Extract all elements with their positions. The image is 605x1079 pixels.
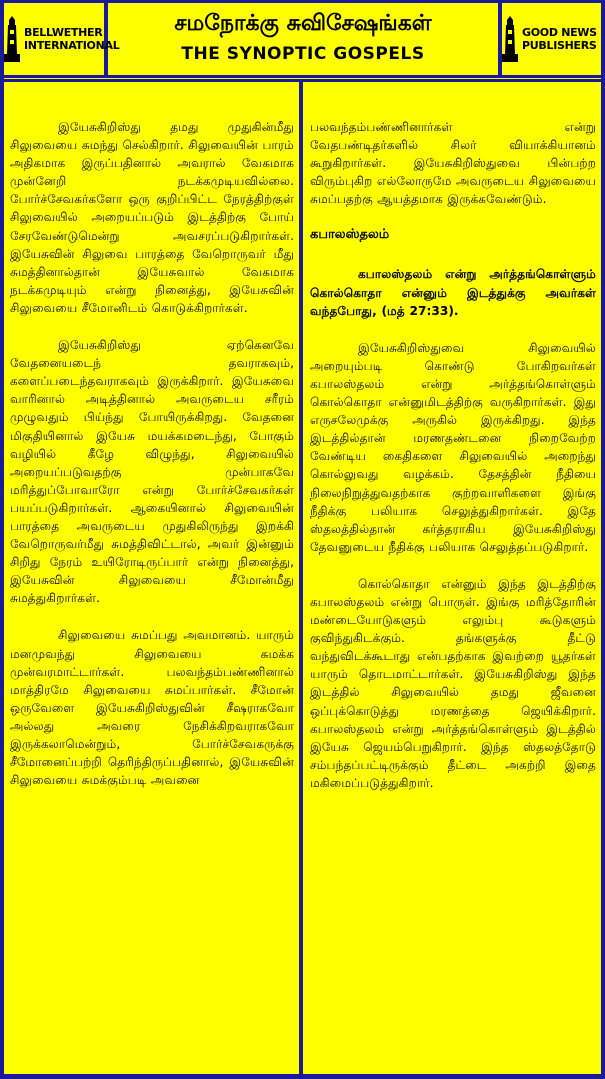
page-header [108,3,498,75]
page-title-tamil: சமநோக்கு சுவிசேஷங்கள் [174,11,432,36]
page-title-english: THE SYNOPTIC GOSPELS [181,44,425,64]
bellwether-logo [4,3,120,75]
paragraph: சிலுவையை சுமப்பது அவமானம். யாரும் மனமுவந்து சிலுவையை சுமக்க முன்வரமாட்டார்கள். பலவந்தம்பண்ணினால் மாத்திரமே சிலுவையை சுமப்பார்கள். சீமோன் ஒருவேளை இயேசுகிறிஸ்துவின் சீஷராகவோ அல்லது அவரை நேசிக்கிறவராகவோ இருக்கலாமென்றும், போர்ச்சேவகருக்கு சீமோனைப்பற்றி தெரிந்திருப்பதினால், இயேசுவின் சிலுவையை சுமக்கும்படி அவனை [10,628,294,788]
left-column [6,82,298,1073]
frame-left [0,0,4,1079]
paragraph: இயேசுகிறிஸ்துவை சிலுவையில் அறையும்படி கொண்டு போகிறவர்கள் கபாலஸ்தலம் என்று அர்த்தங்கொள்ளும் கொல்கொதா என்னுமிடத்திற்கு வருகிறார்கள். இது எருசலேமுக்கு அருகில் இருக்கிறது. இந்த இடத்தில்தான் மரணதண்டனை நிறைவேற்ற வேண்டிய கைதிகளை சிலுவையில் அறைந்து கொல்லுவது வழக்கம். தேசத்தின் நீதியை நிலைநிறுத்துவதற்காக குற்றவாளிகளை இங்கு நீதிக்கு பலியாக செலுத்துகிறார்கள். இதே ஸ்தலத்தில்தான் கர்த்தராகிய இயேசுகிறிஸ்து தேவனுடைய நீதிக்கு பலியாக செலுத்தப்படுகிறார். [310,340,596,554]
logo-line: BELLWETHER [24,26,103,39]
verse-text: கபாலஸ்தலம் என்று அர்த்தங்கொள்ளும் கொல்கொதா என்னும் இடத்துக்கு அவர்கள் வந்தபோது, [310,267,596,318]
logo-line: PUBLISHERS [522,39,597,52]
frame-column-divider [299,80,303,1079]
right-column [304,82,602,1073]
paragraph: கொல்கொதா என்னும் இந்த இடத்திற்கு கபாலஸ்தலம் என்று பொருள். இங்கு மரித்தோரின் மண்டையோடுகளும் எலும்பு கூடுகளும் குவிந்துகிடக்கும். தங்களுக்கு தீட்டு வந்துவிடக்கூடாது என்பதற்காக இவற்றை யூதர்கள் யாரும் தொடமாட்டார்கள். இயேசுகிறிஸ்து இந்த இடத்தில் சிலுவையில் தமது ஜீவனை ஒப்புக்கொடுத்து மரணத்தை ஜெயிக்கிறார். கபாலஸ்தலம் என்று அர்த்தங்கொள்ளும் இடத்தில் இயேசு ஜெயம்பெறுகிறார். இந்த ஸ்தலத்தோடு சம்பந்தப்பட்டிருக்கும் தீட்டை அகற்றி இதை மகிமைப்படுத்துகிறார். [310,576,596,790]
logo-line: INTERNATIONAL [24,39,120,52]
good-news-logo [502,3,602,75]
verse-reference: (மத் 27:33). [381,303,459,318]
scripture-verse [310,265,596,319]
tower-icon [502,16,518,62]
paragraph: இயேசுகிறிஸ்து தமது முதுகின்மீது சிலுவையை சுமந்து செல்கிறார். சிலுவையின் பாரம் அதிகமாக இருப்பதினால் அவரால் வேகமாக முன்னேறி நடக்கமுடியவில்லை. போர்ச்சேவகர்களோ ஒரு குறிப்பிட்ட நேரத்திற்குள் சிலுவையில் அறையப்படும் இடத்திற்கு போய் சேரவேண்டுமென்று அவசரப்படுகிறார்கள். இயேசுவின் சிலுவை பாரத்தை வேறொருவர் மீது சுமத்தினால்தான் இயேசுவால் வேகமாக நடக்கமுடியும் என்று நினைத்து, இயேசுவின் சிலுவையை சீமோனிடம் கொடுக்கிறார்கள். [10,120,294,315]
paragraph: இயேசுகிறிஸ்து ஏற்கெனவே வேதனையடைந் தவராகவும், களைப்படைந்தவராகவும் இருக்கிறார். இயேசுவை வாரினால் அடித்தினால் அவருடைய சரீரம் முழுவதும் பிய்ந்து போயிருக்கிறது. வேதனை மிகுதியினால் இயேசு மயக்கமடைந்து, போகும் வழியில் கீழே விழுந்து, சிலுவையில் அறையப்படுவதற்கு முன்பாகவே மரித்துப்போவாரோ என்று போர்ச்சேவகர்கள் பயப்படுகிறார்கள். ஆகையினால் சிலுவையின் பாரத்தை அவருடைய முதுகிலிருந்து இறக்கி வேறொருவர்மீது சுமத்திவிட்டால், அவர் இன்னும் சிறிது நேரம் உயிரோடிருப்பார் என்று நினைத்து, இயேசுவின் சிலுவையை சீமோன்மீது சுமத்துகிறார்கள். [10,338,294,606]
tower-icon [4,16,20,62]
section-heading: கபாலஸ்தலம் [310,227,390,243]
frame-header-bottom [0,75,605,78]
logo-line: GOOD NEWS [522,26,597,39]
paragraph: பலவந்தம்பண்ணினார்கள் என்று வேதபண்டிதர்களில் சிலர் வியாக்கியானம் கூறுகிறார்கள். இயேசுகிறிஸ்துவை பின்பற்ற விரும்புகிற எல்லோருமே அவருடைய சிலுவையை சுமப்பதற்கு ஆயத்தமாக இருக்கவேண்டும். [310,120,596,207]
